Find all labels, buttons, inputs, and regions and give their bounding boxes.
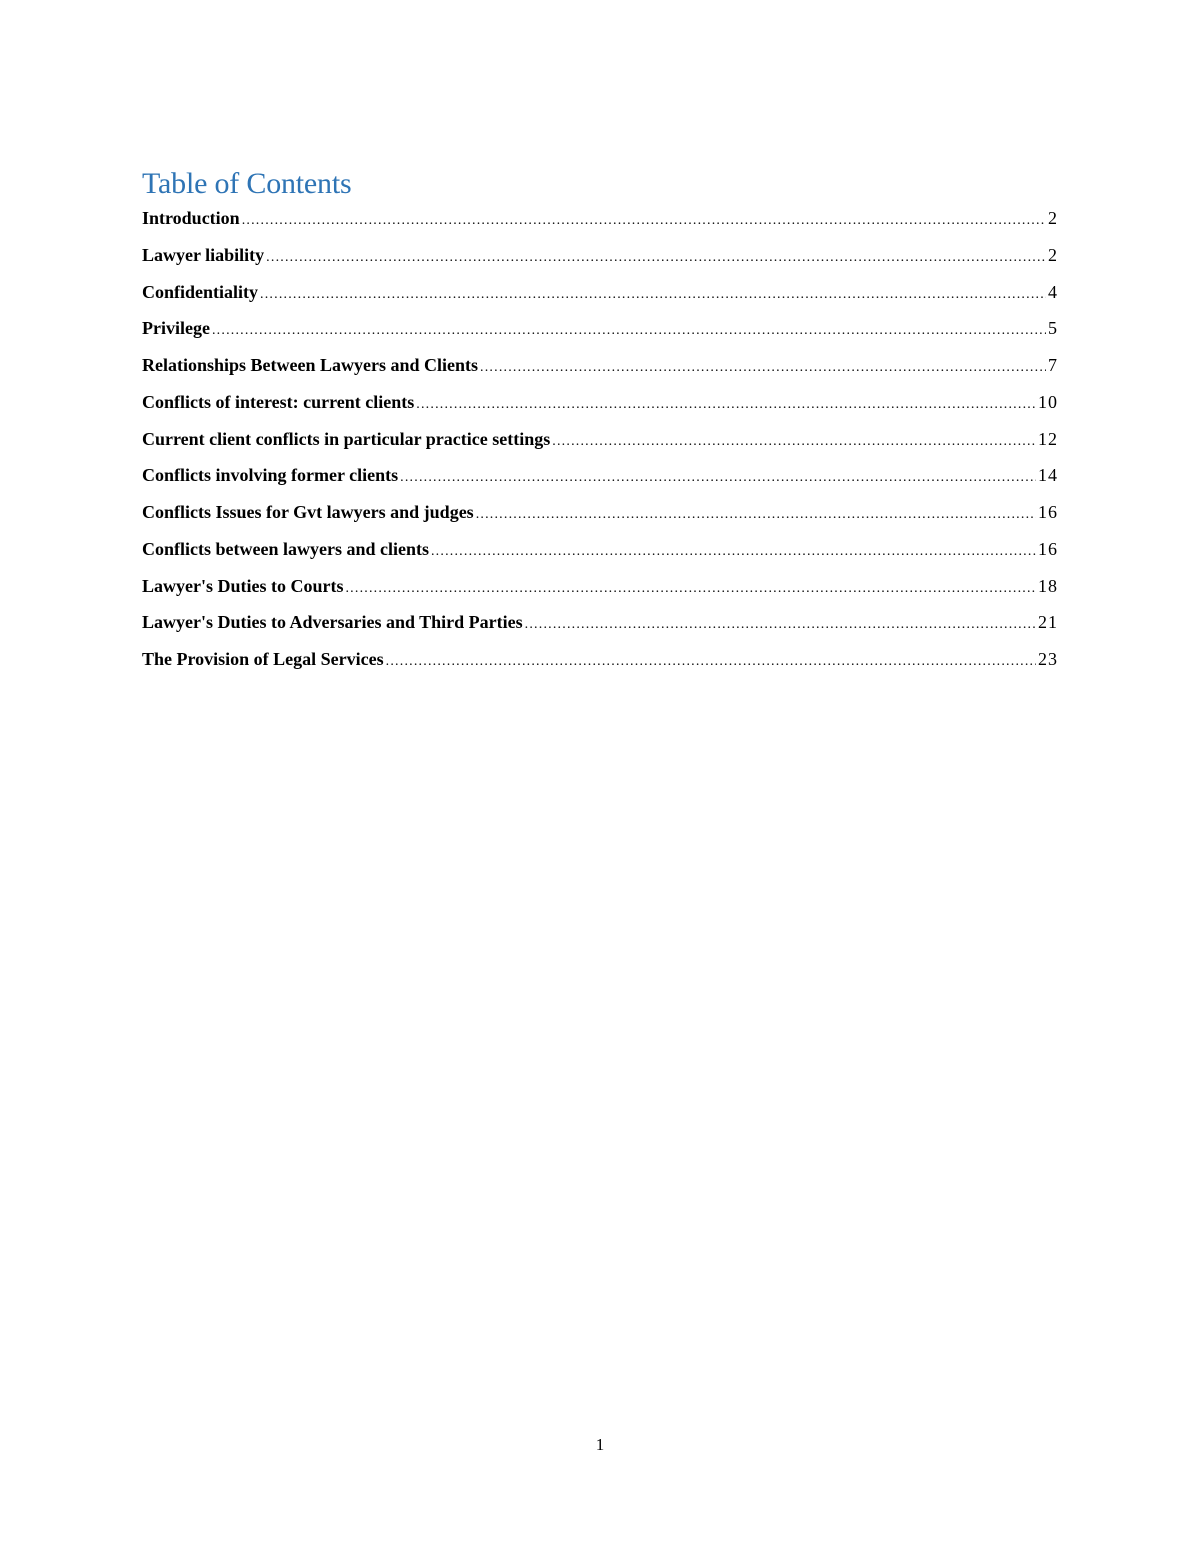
toc-dot-leader xyxy=(416,392,1036,418)
toc-entry-page: 7 xyxy=(1048,355,1058,375)
toc-entry-gvt-lawyers-judges[interactable] xyxy=(142,499,1058,536)
toc-entry-page: 21 xyxy=(1038,612,1058,633)
toc-entry-title: Conflicts of interest: current clients xyxy=(142,391,415,412)
toc-entry-confidentiality[interactable] xyxy=(142,279,1058,316)
toc-entry-former-clients[interactable] xyxy=(142,462,1058,499)
toc-entry-title: Lawyer's Duties to Adversaries and Third Parties xyxy=(142,612,523,633)
toc-entry-page: 14 xyxy=(1038,465,1058,486)
toc-list xyxy=(142,205,1058,683)
toc-dot-leader xyxy=(552,429,1036,455)
toc-entry-relationships[interactable] xyxy=(142,352,1058,389)
toc-entry-title: The Provision of Legal Services xyxy=(142,649,384,669)
toc-entry-page: 5 xyxy=(1048,318,1058,339)
toc-entry-title: Privilege xyxy=(142,318,210,339)
page-number: 1 xyxy=(595,1435,605,1454)
toc-entry-page: 23 xyxy=(1038,649,1058,669)
toc-title: Table of Contents xyxy=(142,167,352,200)
toc-entry-page: 18 xyxy=(1038,575,1058,596)
toc-dot-leader xyxy=(525,612,1036,638)
toc-entry-title: Confidentiality xyxy=(142,281,259,302)
toc-dot-leader xyxy=(345,576,1036,602)
toc-entry-page: 16 xyxy=(1038,502,1058,522)
toc-entry-provision-of-legal-services[interactable] xyxy=(142,646,1058,683)
toc-entry-title: Lawyer's Duties to Courts xyxy=(142,575,344,596)
toc-entry-page: 2 xyxy=(1048,208,1058,228)
toc-dot-leader xyxy=(266,245,1046,271)
toc-entry-lawyer-liability[interactable] xyxy=(142,242,1058,279)
toc-entry-page: 12 xyxy=(1038,428,1058,449)
toc-entry-privilege[interactable] xyxy=(142,315,1058,352)
toc-entry-page: 2 xyxy=(1048,244,1058,265)
toc-entry-introduction[interactable] xyxy=(142,205,1058,242)
toc-entry-title: Relationships Between Lawyers and Clients xyxy=(142,355,479,375)
toc-entry-practice-settings[interactable] xyxy=(142,426,1058,463)
table-of-contents xyxy=(142,164,1058,683)
toc-dot-leader xyxy=(476,502,1036,528)
toc-entry-title: Conflicts Issues for Gvt lawyers and judges xyxy=(142,502,474,522)
toc-dot-leader xyxy=(480,355,1046,381)
toc-dot-leader xyxy=(260,282,1046,308)
toc-entry-title: Current client conflicts in particular practice settings xyxy=(142,428,551,449)
toc-entry-lawyers-and-clients[interactable] xyxy=(142,536,1058,573)
toc-entry-title: Conflicts involving former clients xyxy=(142,465,399,486)
toc-dot-leader xyxy=(386,649,1036,675)
toc-entry-page: 16 xyxy=(1038,538,1058,559)
toc-entry-page: 10 xyxy=(1038,391,1058,412)
toc-entry-title: Introduction xyxy=(142,208,240,228)
toc-dot-leader xyxy=(242,208,1046,234)
toc-dot-leader xyxy=(431,539,1036,565)
toc-entry-duties-to-adversaries[interactable] xyxy=(142,609,1058,646)
toc-entry-conflicts-current-clients[interactable] xyxy=(142,389,1058,426)
toc-entry-page: 4 xyxy=(1048,281,1058,302)
toc-entry-title: Conflicts between lawyers and clients xyxy=(142,538,429,559)
toc-dot-leader xyxy=(212,318,1046,344)
toc-entry-duties-to-courts[interactable] xyxy=(142,573,1058,610)
toc-entry-title: Lawyer liability xyxy=(142,244,265,265)
toc-dot-leader xyxy=(400,465,1036,491)
